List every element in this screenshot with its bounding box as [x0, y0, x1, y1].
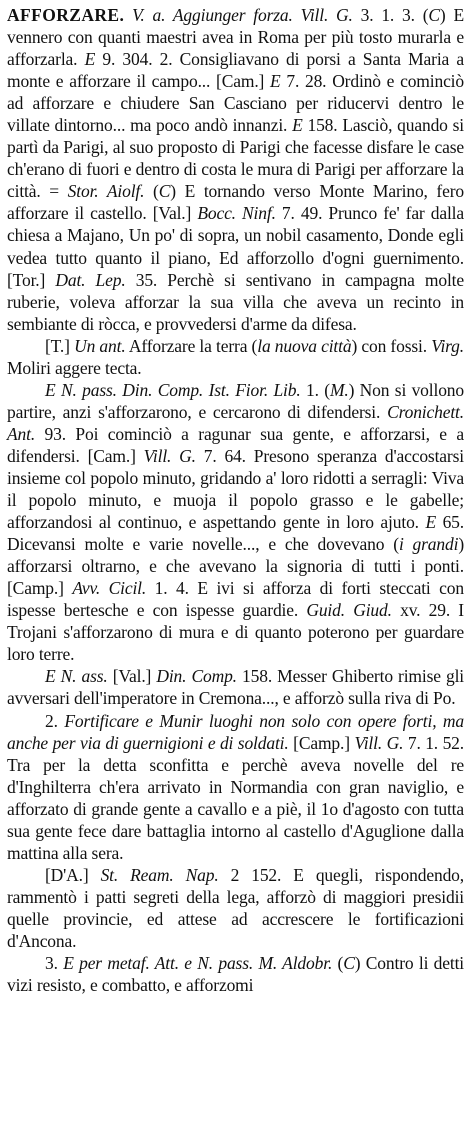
text-run: 7. 64. Presono speranza d'accostarsi insieme col popolo minuto, gridando a' loro ridotti a serragli: Viva il popolo minuto, e muoja il popolo grasso e le gabelle; afforzandosi al continuo, e aspettando gente in loro ajuto. [7, 445, 464, 533]
text-run: 7. 49. Prunco fe' far dalla chiesa a Majano, Un po' di sopra, un nobil casamento, Donde egli vedea tutto quanto il piano, Ed afforzollo d'ogni guernimento. [Tor.] [7, 203, 464, 290]
italic-text: Virg. [431, 335, 465, 356]
entry-paragraph [7, 379, 464, 666]
italic-text: E [425, 512, 437, 533]
text-run: 9. 304. 2. Consigliavano di porsi a Santa Maria a monte e afforzare il campo... [Cam.] [7, 49, 464, 92]
text-run: 7. 28. Ordinò e cominciò ad afforzare e chiudere San Casciano per riducervi dentro le villate dintorno... ma poco andò innanzi. [7, 71, 464, 136]
italic-text: Un ant. [74, 335, 126, 356]
text-run: 2. [45, 710, 65, 731]
text-run: [T.] [45, 335, 75, 356]
text-run: 1. ( [300, 379, 330, 400]
text-run: [Val.] [107, 666, 157, 687]
text-run: ( [332, 953, 344, 974]
entry-paragraph [7, 665, 464, 709]
text-run: 3. [45, 953, 64, 974]
text-run: 65. Dicevansi molte e varie novelle..., e che dovevano ( [7, 512, 465, 555]
text-run: ) Contro li detti vizi resisto, e combatto, e afforzomi [7, 953, 465, 996]
dictionary-entry-afforzare [7, 4, 464, 996]
italic-text: St. Ream. Nap. [100, 864, 219, 885]
entry-paragraph [7, 952, 464, 996]
italic-text: C [428, 5, 440, 25]
italic-text: i grandi [398, 534, 459, 555]
italic-text: Avv. Cicil. [72, 578, 147, 599]
italic-text: E N. pass. Din. Comp. Ist. Fior. Lib. [45, 379, 301, 400]
italic-text: Cronichett. Ant. [7, 401, 464, 444]
text-run: 3. 1. 3. ( [352, 5, 429, 25]
italic-text: Din. Comp. [156, 666, 237, 687]
entry-paragraph [7, 4, 464, 335]
text-run: ) afforzarsi oltrarno, e che avevano la signoria di tutti i ponti. [Camp.] [7, 534, 464, 599]
italic-text: Stor. Aiolf. [67, 181, 145, 202]
text-run: 7. 1. 52. Tra per la detta sconfitta e perchè aveva novelle del re d'Inghilterra ch'era arrivato in Normandia con gran naviglio, e afforzato di grande gente a cavallo e a piè, il 1o d'agosto con tutta sua gente fece dare battaglia intorno al castello d'Aguglione dalla mattina alla sera. [7, 732, 464, 863]
text-run: Afforzare la terra ( [125, 335, 258, 356]
entry-paragraph [7, 710, 464, 864]
italic-text: Vill. G. [354, 732, 404, 753]
text-run: 158. Messer Ghiberto rimise gli avversari dell'imperatore in Cremona..., e afforzò sulla riva di Po. [7, 666, 465, 709]
text-run: xv. 29. I Trojani s'afforzarono di mura e di quanto poterono per guardare loro terre. [7, 600, 464, 665]
italic-text: E [292, 115, 303, 136]
italic-text: C [158, 181, 171, 202]
text-run: Moliri aggere tecta. [7, 357, 142, 378]
italic-text: E per metaf. Att. e N. pass. M. Aldobr. [63, 953, 333, 974]
italic-text: E [270, 71, 281, 92]
text-run: 1. 4. E ivi si afforza di forti steccati con ispesse bertesche e con ispesse guardie. [7, 578, 465, 621]
text-run: 93. Poi cominciò a ragunar sua gente, e afforzarsi, e a difendersi. [Cam.] [7, 423, 464, 466]
entry-paragraph [7, 864, 464, 952]
text-run: ) con fossi. [351, 335, 432, 356]
italic-text: Vill. G. [143, 445, 196, 466]
italic-text: V. a. Aggiunger forza. Vill. G. [124, 5, 353, 25]
italic-text: E N. ass. [45, 666, 108, 687]
text-run: 35. Perchè si sentivano in campagna molte ruberie, voleva afforzar la sua villa che aveva un recinto in sembiante di ròcca, e provvedersi d'arme da difesa. [7, 269, 465, 334]
italic-text: la nuova città [257, 335, 352, 356]
text-run: ) E tornando verso Monte Marino, fero afforzare il castello. [Val.] [7, 181, 465, 224]
italic-text: M. [329, 379, 349, 400]
text-run: 2 152. E quegli, rispondendo, rammentò i patti segreti della lega, afforzò di maggiori presidii quelle provincie, ed attese ad accrescere le fortificazioni d'Ancona. [7, 864, 464, 951]
text-run: ) E vennero con quanti maestri avea in Roma per più tosto murarla e afforzarla. [7, 5, 464, 70]
text-run: [D'A.] [45, 864, 101, 885]
italic-text: Fortificare e Munir luoghi non solo con opere forti, ma anche per via di guernigioni e di soldati. [7, 710, 464, 753]
text-run: [Camp.] [288, 732, 355, 753]
headword: AFFORZARE. [7, 5, 125, 25]
italic-text: Bocc. Ninf. [197, 203, 276, 224]
text-run: ( [144, 181, 159, 202]
text-run: 158. Lasciò, quando si partì da Parigi, al suo proposto di Parigi che facesse disfare le case ch'erano di fuori e dentro di costa le mura di Parigi per afforzare la città. = [7, 115, 464, 202]
text-run: ) Non si vollono partire, anzi s'afforzarono, e cercarono di difendersi. [7, 379, 465, 422]
italic-text: Guid. Giud. [306, 600, 392, 621]
italic-text: E [84, 49, 96, 70]
italic-text: C [343, 953, 355, 974]
entry-paragraph [7, 335, 464, 379]
italic-text: Dat. Lep. [55, 269, 126, 290]
